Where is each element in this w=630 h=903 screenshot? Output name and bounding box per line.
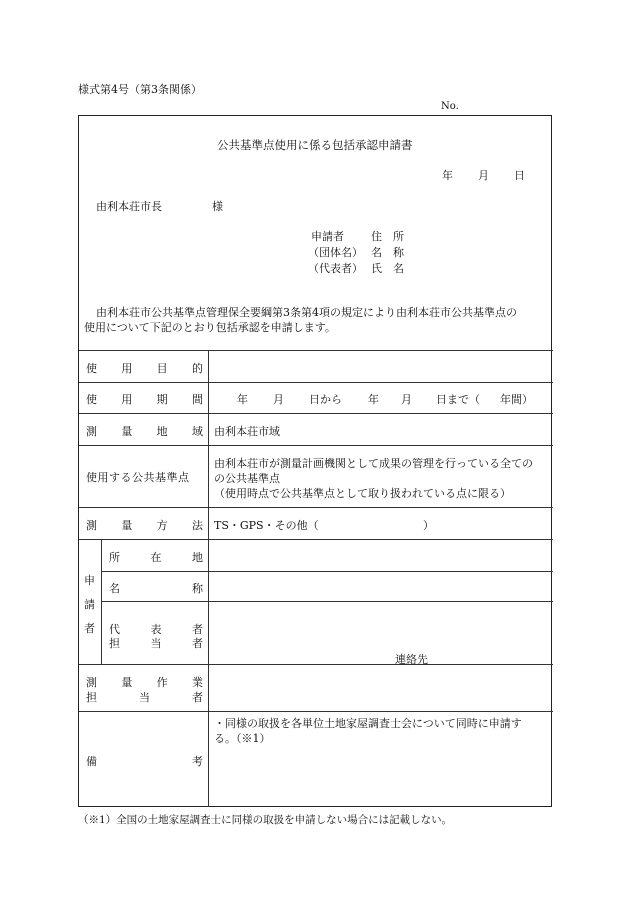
person-in-charge-label: 担 当 者	[109, 637, 203, 650]
field-name: 名 称	[371, 246, 404, 259]
divider	[79, 445, 553, 446]
remarks-line-1: ・同様の取扱を各単位土地家屋調査士会について同時に申請す	[214, 717, 522, 730]
period-year-from: 年	[237, 393, 248, 406]
role-applicant: 申請者	[311, 230, 344, 243]
form-number: 様式第4号（第3条関係）	[78, 83, 202, 96]
divider	[79, 711, 553, 712]
divider	[79, 350, 553, 351]
period-day-to: 日まで（	[436, 393, 480, 406]
period-day-from: 日から	[309, 393, 342, 406]
statement-line-2: 使用について下記のとおり包括承認を申請します。	[84, 321, 336, 334]
field-address: 住 所	[371, 230, 404, 243]
representative-label: 代 表 者	[109, 623, 203, 636]
column-divider	[101, 539, 102, 664]
method-value: TS・GPS・その他（	[214, 519, 319, 532]
name-label: 名 称	[109, 582, 203, 595]
application-form	[78, 115, 552, 807]
statement-line-1: 由利本荘市公共基準点管理保全要綱第3条第4項の規定により由利本荘市公共基準点の	[96, 306, 517, 319]
form-title: 公共基準点使用に係る包括承認申請書	[217, 138, 413, 152]
period-years: 年間）	[500, 393, 533, 406]
divider	[79, 507, 553, 508]
divider	[79, 664, 553, 665]
column-divider	[208, 350, 209, 807]
divider	[101, 571, 553, 572]
divider	[79, 539, 553, 540]
addressee: 由利本荘市長	[96, 200, 162, 213]
divider	[79, 382, 553, 383]
location-label: 所 在 地	[109, 551, 203, 564]
contact-label: 連絡先	[395, 653, 428, 666]
no-label: No.	[441, 101, 459, 112]
date-day: 日	[514, 169, 525, 182]
points-value-2: の公共基準点	[214, 472, 280, 485]
date-month: 月	[478, 169, 489, 182]
role-representative: （代表者）	[308, 262, 363, 275]
period-year-to: 年	[368, 393, 379, 406]
applicant-char-1: 申	[84, 574, 95, 587]
method-close: ）	[423, 519, 434, 532]
divider	[101, 601, 553, 602]
applicant-char-3: 者	[84, 622, 95, 635]
role-organization: （団体名）	[308, 246, 363, 259]
period-label: 使 用 期 間	[86, 393, 203, 406]
survey-work-label: 測 量 作 業	[86, 676, 203, 689]
survey-person-label: 担 当 者	[86, 691, 203, 704]
points-value-1: 由利本荘市が測量計画機関として成果の管理を行っている全ての	[214, 457, 533, 470]
period-month-from: 月	[273, 393, 284, 406]
field-person: 氏 名	[371, 262, 404, 275]
period-month-to: 月	[401, 393, 412, 406]
area-value: 由利本荘市域	[214, 425, 280, 438]
points-label: 使用する公共基準点	[86, 471, 190, 484]
purpose-label: 使 用 目 的	[86, 362, 203, 375]
remarks-label: 備 考	[86, 755, 203, 768]
footnote: （※1）全国の土地家屋調査士に同様の取扱を申請しない場合には記載しない。	[78, 814, 453, 826]
points-value-3: （使用時点で公共基準点として取り扱われている点に限る）	[214, 487, 511, 500]
divider	[79, 413, 553, 414]
date-year: 年	[442, 169, 453, 182]
applicant-char-2: 請	[84, 598, 95, 611]
remarks-line-2: る。（※1）	[214, 732, 271, 745]
method-label: 測 量 方 法	[86, 519, 203, 532]
honorific: 様	[212, 200, 223, 213]
area-label: 測 量 地 域	[86, 425, 203, 438]
